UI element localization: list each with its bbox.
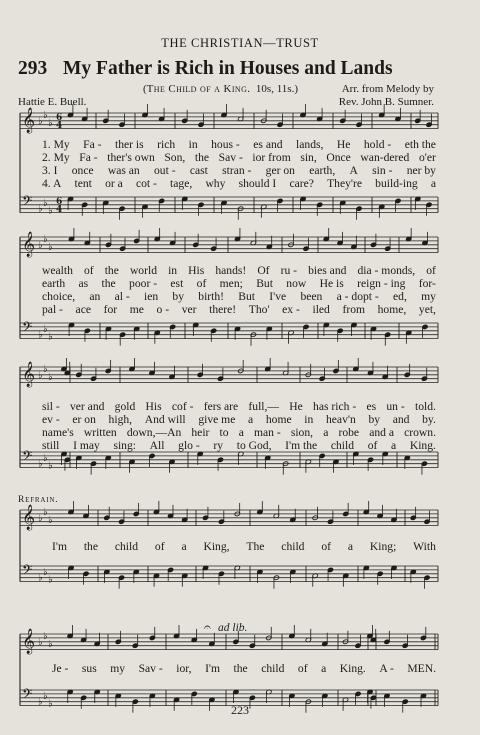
lyric-syllable: ther's own [107, 151, 155, 164]
lyric-syllable: still [42, 439, 60, 452]
lyric-syllable: er on [72, 413, 96, 426]
lyric-line [42, 290, 436, 303]
flat-icon: ♭ [38, 115, 43, 127]
lyric-syllable: Sav - [138, 662, 163, 675]
lyric-syllable: ed, [393, 290, 407, 303]
flat-icon: ♭ [38, 512, 43, 524]
lyric-line [42, 303, 436, 316]
lyric-syllable: man - [253, 426, 281, 439]
tune-name: The Child of a King. [146, 83, 251, 95]
lyric-syllable: The [246, 540, 265, 553]
lyric-syllable: the [101, 277, 116, 290]
lyric-syllable: from [342, 303, 366, 316]
bass-clef-icon: 𝄢 [22, 193, 33, 212]
lyric-syllable: home, [377, 303, 407, 316]
lyric-syllable: robe [338, 426, 360, 439]
lyric-syllable: ev - [42, 413, 60, 426]
lyric-syllable: sin - [372, 164, 393, 177]
arrangement-credit: Arr. from Melody by [341, 83, 434, 95]
treble-clef-icon: 𝄞 [22, 108, 36, 133]
time-signature: 4 [56, 121, 63, 131]
treble-clef-icon: 𝄞 [22, 505, 36, 530]
flat-icon: ♭ [43, 323, 48, 335]
flat-icon: ♭ [38, 458, 43, 470]
lyric-syllable: in [304, 413, 314, 426]
lyric-syllable: yet, [418, 303, 436, 316]
lyric-syllable: to [219, 426, 229, 439]
lyric-syllable: by. [422, 413, 436, 426]
lyric-syllable: tage, [170, 177, 193, 190]
lyric-syllable: written [83, 426, 117, 439]
lyric-syllable: child [261, 662, 285, 675]
flat-icon: ♭ [43, 109, 48, 121]
lyric-syllable: birth! [198, 290, 225, 303]
lyric-syllable: now [286, 277, 307, 290]
treble-clef-icon: 𝄞 [22, 362, 36, 387]
lyric-line [42, 439, 436, 452]
lyric-syllable: a [248, 413, 254, 426]
lyric-syllable: o - [156, 303, 170, 316]
flat-icon: ♭ [48, 638, 53, 650]
lyric-syllable: rich [157, 138, 176, 151]
lyric-syllable: cast [189, 164, 208, 177]
lyric-syllable: of [297, 662, 308, 675]
lyric-syllable: and a [369, 426, 394, 439]
lyric-syllable: the [233, 662, 248, 675]
bass-clef-icon: 𝄢 [22, 448, 33, 467]
lyric-syllable: an [89, 290, 101, 303]
lyric-syllable: est [170, 277, 184, 290]
lyric-syllable: the [104, 264, 119, 277]
lyric-syllable: a [238, 426, 244, 439]
lyric-syllable: sil - [42, 400, 60, 413]
lyric-syllable: give me [198, 413, 236, 426]
lyric-syllable: ver [181, 303, 197, 316]
lyric-syllable: a [321, 662, 327, 675]
flat-icon: ♭ [38, 369, 43, 381]
lyric-syllable: of [426, 264, 436, 277]
lyric-syllable: full,— [248, 400, 280, 413]
lyric-syllable: a [430, 177, 436, 190]
lyric-syllable: ior, [176, 662, 192, 675]
bass-staff-1 [20, 193, 438, 220]
lyric-syllable: es [366, 400, 377, 413]
meter: 10s, 11s.) [255, 83, 298, 95]
lyric-syllable: been [300, 290, 323, 303]
time-signature: 6 [56, 113, 63, 123]
lyric-syllable: to God, [236, 439, 272, 452]
lyric-syllable: bies and [308, 264, 347, 277]
lyric-syllable: as [78, 277, 89, 290]
lyric-syllable: ex - [282, 303, 300, 316]
lyric-syllable: o'er [418, 151, 436, 164]
lyric-syllable: ver and [69, 400, 105, 413]
lyric-syllable: All [149, 439, 165, 452]
treble-clef-icon: 𝄞 [22, 629, 36, 654]
lyric-syllable: His [145, 400, 162, 413]
lyric-syllable: me [129, 303, 144, 316]
lyric-syllable: world [129, 264, 157, 277]
lyric-syllable: dia - monds, [357, 264, 416, 277]
fermata-icon: 𝄐 [204, 620, 211, 634]
lyric-line [42, 164, 436, 177]
lyric-syllable: Fa - [83, 138, 102, 151]
lyric-syllable: sing: [113, 439, 137, 452]
lyric-line [42, 264, 436, 277]
lyric-syllable: glo - [178, 439, 200, 452]
flat-icon: ♭ [48, 331, 53, 343]
lyric-syllable: by [172, 290, 185, 303]
lyric-syllable: 1. My [42, 138, 70, 151]
flat-icon: ♭ [43, 566, 48, 578]
lyric-syllable: hold - [363, 138, 392, 151]
flat-icon: ♭ [48, 460, 53, 472]
lyric-syllable: King, [203, 540, 230, 553]
lyric-syllable: tent [74, 177, 92, 190]
bass-staff-4 [20, 562, 438, 589]
lyric-syllable: of [154, 540, 165, 553]
lyric-syllable: down,—An [126, 426, 182, 439]
page-number: 223 [231, 703, 249, 717]
time-signature: 4 [56, 205, 63, 215]
lyric-syllable: fers are [203, 400, 239, 413]
lyric-syllable: care? [289, 177, 314, 190]
flat-icon: ♭ [38, 239, 43, 251]
lyric-syllable: 3. I [42, 164, 58, 177]
treble-clef-icon: 𝄞 [22, 232, 36, 257]
hymn-number: 293 [18, 58, 48, 79]
lyric-syllable: in [168, 264, 178, 277]
flat-icon: ♭ [43, 452, 48, 464]
flat-icon: ♭ [48, 698, 53, 710]
lyric-syllable: sus [81, 662, 97, 675]
lyric-syllable: heav'n [325, 413, 356, 426]
lyric-syllable: child [330, 439, 355, 452]
meter-open-paren: ( [143, 83, 147, 95]
lyric-syllable: high, [108, 413, 133, 426]
lyric-syllable: He [289, 400, 303, 413]
lyric-syllable: King. [409, 439, 436, 452]
lyric-syllable: wealth [42, 264, 73, 277]
lyric-syllable: why [205, 177, 226, 190]
lyric-syllable: But [238, 290, 256, 303]
lyric-syllable: He is [319, 277, 344, 290]
lyric-syllable: ry [213, 439, 224, 452]
lyric-syllable: A [349, 164, 358, 177]
bass-clef-icon: 𝄢 [22, 562, 33, 581]
lyric-syllable: ace [75, 303, 91, 316]
lyric-syllable: es and [253, 138, 283, 151]
lyric-line [52, 540, 436, 553]
flat-icon: ♭ [38, 636, 43, 648]
lyric-syllable: there! [209, 303, 237, 316]
lyric-syllable: King; [369, 540, 397, 553]
lyric-syllable: A - [379, 662, 394, 675]
lyric-syllable: His [188, 264, 205, 277]
lyric-syllable: cof - [171, 400, 194, 413]
lyric-syllable: earth [42, 277, 66, 290]
lyric-syllable: gold [114, 400, 136, 413]
lyric-syllable: heir [191, 426, 210, 439]
flat-icon: ♭ [43, 363, 48, 375]
lyric-syllable: a [347, 540, 354, 553]
lyric-syllable: has rich - [313, 400, 357, 413]
lyric-syllable: ien [144, 290, 159, 303]
lyric-syllable: for- [418, 277, 436, 290]
flat-icon: ♭ [38, 696, 43, 708]
lyric-syllable: told. [414, 400, 436, 413]
treble-staff-4 [20, 501, 438, 530]
bass-clef-icon: 𝄢 [22, 686, 33, 705]
lyric-syllable: earth, [309, 164, 336, 177]
lyric-syllable: out - [153, 164, 176, 177]
lyric-syllable: I'm the [285, 439, 318, 452]
flat-icon: ♭ [43, 506, 48, 518]
lyric-syllable: 2. My [42, 151, 70, 164]
lyric-syllable: of [196, 277, 207, 290]
lyric-line [42, 426, 436, 439]
flat-icon: ♭ [48, 205, 53, 217]
lyric-syllable: al - [114, 290, 130, 303]
flat-icon: ♭ [43, 197, 48, 209]
lyric-syllable: of [367, 439, 378, 452]
lyric-syllable: Sav - [218, 151, 243, 164]
lyric-syllable: men; [219, 277, 243, 290]
lyric-syllable: in [188, 138, 198, 151]
flat-icon: ♭ [38, 329, 43, 341]
lyric-syllable: And will [144, 413, 186, 426]
lyric-syllable: eth the [404, 138, 436, 151]
lyric-syllable: Son, [164, 151, 186, 164]
flat-icon: ♭ [48, 574, 53, 586]
lyric-syllable: un - [386, 400, 405, 413]
time-signature: 6 [56, 197, 63, 207]
lyric-line [42, 151, 436, 164]
flat-icon: ♭ [48, 117, 53, 129]
lyric-syllable: ner by [406, 164, 436, 177]
lyric-syllable: my [110, 662, 126, 675]
lyric-syllable: MEN. [407, 662, 436, 675]
lyric-syllable: of [321, 540, 332, 553]
lyric-syllable: Tho' [248, 303, 270, 316]
lyric-syllable: sin, [300, 151, 317, 164]
section-heading: THE CHRISTIAN—TRUST [161, 36, 319, 50]
lyric-syllable: He [336, 138, 351, 151]
lyric-syllable: ru - [280, 264, 298, 277]
lyric-syllable: was an [107, 164, 140, 177]
lyric-syllable: my [421, 290, 436, 303]
flat-icon: ♭ [38, 572, 43, 584]
lyric-syllable: Je - [52, 662, 69, 675]
lyric-syllable: poor - [129, 277, 158, 290]
lyric-syllable: hous - [211, 138, 240, 151]
lyric-syllable: once [71, 164, 94, 177]
lyric-syllable: should I [238, 177, 277, 190]
lyric-syllable: the [83, 540, 98, 553]
bass-staff-3 [20, 448, 438, 475]
lyric-syllable: ger on [265, 164, 295, 177]
lyric-syllable: a [391, 439, 397, 452]
lyric-syllable: iled [312, 303, 330, 316]
lyric-line [42, 177, 436, 190]
lyric-syllable: or a [105, 177, 123, 190]
lyric-syllable: I may [73, 439, 100, 452]
lyric-syllable: name's [42, 426, 74, 439]
lyric-syllable: home [265, 413, 292, 426]
lyric-syllable: Of [257, 264, 270, 277]
lyric-syllable: crown. [404, 426, 436, 439]
lyric-syllable: build-ing [375, 177, 418, 190]
lyric-syllable: I'm [52, 540, 67, 553]
lyric-syllable: Once [326, 151, 351, 164]
lyric-syllable: Fa - [79, 151, 98, 164]
hymn-title: My Father is Rich in Houses and Lands [63, 58, 393, 79]
composer-credit: Rev. John B. Sumner. [338, 96, 434, 108]
lyric-syllable: the [194, 151, 210, 164]
lyric-syllable: stran - [222, 164, 252, 177]
lyric-syllable: King. [339, 662, 366, 675]
lyric-syllable: cot - [135, 177, 157, 190]
lyric-line [42, 277, 436, 290]
lyric-syllable: child [281, 540, 305, 553]
refrain-label: Refrain. [18, 495, 59, 505]
ad-lib-marking: ad lib. [218, 622, 248, 634]
lyric-line [42, 413, 436, 426]
lyric-syllable: wan-dered [360, 151, 410, 164]
bass-clef-icon: 𝄢 [22, 319, 33, 338]
lyric-syllable: a [323, 426, 329, 439]
lyric-syllable: reign - ing [357, 277, 406, 290]
treble-staff-3 [20, 358, 438, 387]
lyric-syllable: of [83, 264, 94, 277]
lyric-line [52, 662, 436, 675]
flat-icon: ♭ [48, 514, 53, 526]
lyric-syllable: They're [327, 177, 362, 190]
lyric-syllable: But [256, 277, 273, 290]
flat-icon: ♭ [48, 241, 53, 253]
lyric-syllable: 4. A [42, 177, 62, 190]
lyric-syllable: I've [269, 290, 287, 303]
lyric-syllable: ther is [115, 138, 144, 151]
flat-icon: ♭ [48, 371, 53, 383]
bass-staff-2 [20, 319, 438, 346]
lyric-line [42, 400, 436, 413]
treble-staff-1 [20, 104, 438, 133]
lyric-syllable: choice, [42, 290, 76, 303]
lyric-syllable: hands! [215, 264, 247, 277]
treble-staff-2 [20, 228, 438, 257]
lyric-line [42, 138, 436, 151]
lyric-syllable: a [181, 540, 187, 553]
lyric-syllable: a - dopt - [336, 290, 379, 303]
lyric-syllable: pal - [42, 303, 63, 316]
flat-icon: ♭ [43, 690, 48, 702]
lyric-syllable: I'm [205, 662, 221, 675]
lyric-syllable: ior from [252, 151, 291, 164]
lyric-syllable: child [114, 540, 139, 553]
flat-icon: ♭ [38, 203, 43, 215]
lyric-syllable: for [103, 303, 118, 316]
lyricist-credit: Hattie E. Buell. [18, 96, 87, 108]
lyric-syllable: With [413, 540, 436, 553]
lyric-syllable: lands, [296, 138, 324, 151]
lyric-syllable: by [368, 413, 381, 426]
lyric-syllable: and [392, 413, 410, 426]
lyric-syllable: sion, [290, 426, 314, 439]
flat-icon: ♭ [43, 233, 48, 245]
flat-icon: ♭ [43, 630, 48, 642]
